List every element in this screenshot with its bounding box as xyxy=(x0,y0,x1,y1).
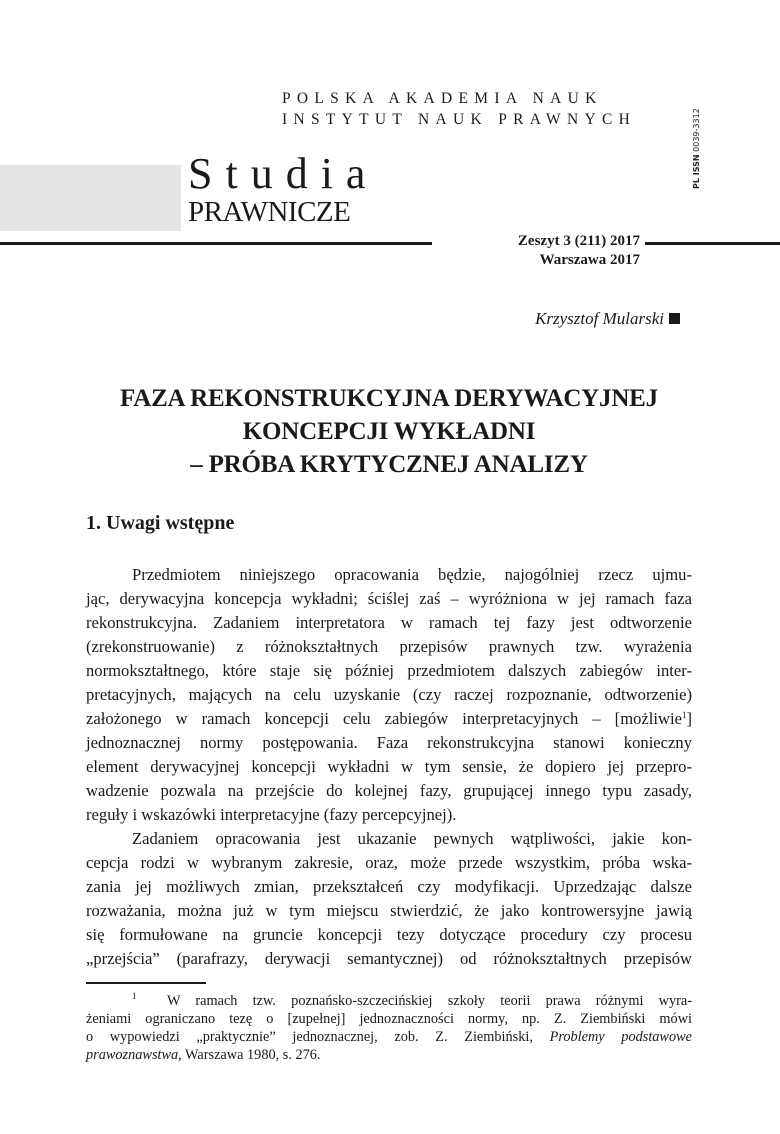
article-title-line: KONCEPCJI WYKŁADNI xyxy=(242,418,536,445)
body-line: wadzenie pozwala na przejście do kolejnej fazy, grupującej innego typu zasady, xyxy=(86,781,692,800)
section-heading: 1. Uwagi wstępne xyxy=(86,512,235,534)
journal-title: Studia xyxy=(188,149,379,198)
footnote-reference[interactable]: 1 xyxy=(681,710,687,720)
body-line: Przedmiotem niniejszego opracowania będzie, najogólniej rzecz ujmu- xyxy=(132,565,692,584)
institute-name: INSTYTUT NAUK PRAWNYCH xyxy=(282,111,637,128)
issn-number: 0039-3312 xyxy=(692,108,701,152)
author-name: Krzysztof Mularski xyxy=(535,309,664,328)
body-line: (zrekonstruowanie) z różnokształtnych przepisów prawnych tzw. wyrażenia xyxy=(86,637,692,656)
body-line: rozważania, można już w tym miejscu stwierdzić, że jako kontrowersyjne jawią xyxy=(86,901,692,920)
body-line xyxy=(86,709,692,729)
body-line: się formułowane na gruncie koncepcji tezy dotyczące procedury czy procesu xyxy=(86,925,692,944)
header-rule-right xyxy=(645,242,780,245)
body-line: jąc, derywacyjna koncepcja wykładni; ściślej zaś – wyróżniona w jej ramach faza xyxy=(86,589,692,608)
body-line: reguły i wskazówki interpretacyjne (fazy percepcyjnej). xyxy=(86,805,457,824)
article-title-line: FAZA REKONSTRUKCYJNA DERYWACYJNEJ xyxy=(120,385,658,412)
body-line: element derywacyjnej koncepcji wykładni w tym sensie, że dopiero jej przepro- xyxy=(86,757,692,776)
body-line-bracket: ] xyxy=(686,709,692,728)
body-line-text: założonego w ramach koncepcji celu zabiegów interpretacyjnych – [możliwie xyxy=(86,709,682,728)
body-line: rekonstrukcyjna. Zadaniem interpretatora w ramach tej fazy jest odtworzenie xyxy=(86,613,692,632)
footnote-line: żeniami ograniczano tezę o [zupełnej] jednoznaczności normy, np. Z. Ziembiński mówi xyxy=(86,1011,692,1027)
footnote-text: W ramach tzw. poznańsko-szczecińskiej szkoły teorii prawa różnymi wyra- xyxy=(166,993,692,1009)
body-line: cepcja rodzi w wybranym zakresie, oraz, może przede wszystkim, próba wska- xyxy=(86,853,692,872)
footnote-number: 1 xyxy=(132,991,137,1001)
body-line: „przejścia” (parafrazy, derywacji semantycznej) od różnokształtnych przepisów xyxy=(86,949,692,968)
publisher-name: POLSKA AKADEMIA NAUK xyxy=(282,90,603,107)
author-square-mark xyxy=(669,313,680,324)
footnote-separator xyxy=(86,982,206,984)
article-title-line: – PRÓBA KRYTYCZNEJ ANALIZY xyxy=(190,451,588,478)
issn-label xyxy=(692,108,701,189)
body-line: zania jej możliwych zmian, przekształceń czy modyfikacji. Uprzedzając dalsze xyxy=(86,877,692,896)
journal-subtitle: PRAWNICZE xyxy=(188,196,351,228)
journal-logo-block xyxy=(0,165,181,231)
author-line xyxy=(380,309,680,329)
body-line: Zadaniem opracowania jest ukazanie pewnych wątpliwości, jakie kon- xyxy=(132,829,692,848)
body-line: jednoznacznej normy postępowania. Faza rekonstrukcyjna stanowi konieczny xyxy=(86,733,692,752)
issue-place-year: Warszawa 2017 xyxy=(539,252,640,268)
issue-number: Zeszyt 3 (211) 2017 xyxy=(517,233,640,249)
footnote-line xyxy=(86,1046,692,1064)
header-rule-left xyxy=(0,242,432,245)
body-line: pretacyjnych, mających na celu uzyskanie (czy raczej rozpoznanie, odtworzenie) xyxy=(86,685,692,704)
footnote-line xyxy=(132,992,692,1010)
footnote-line xyxy=(86,1028,692,1046)
footnote-text: , Warszawa 1980, s. 276. xyxy=(178,1047,321,1063)
issn-prefix: PL ISSN xyxy=(692,154,701,189)
footnote-text: o wypowiedzi „praktycznie” jednoznacznej, zob. Z. Ziembiński, xyxy=(86,1029,533,1045)
footnote-book-title: prawoznawstwa xyxy=(86,1047,179,1063)
footnote-book-title: Problemy podstawowe xyxy=(549,1029,693,1045)
body-line: normokształtnego, które staje się później przedmiotem dalszych zabiegów inter- xyxy=(86,661,692,680)
